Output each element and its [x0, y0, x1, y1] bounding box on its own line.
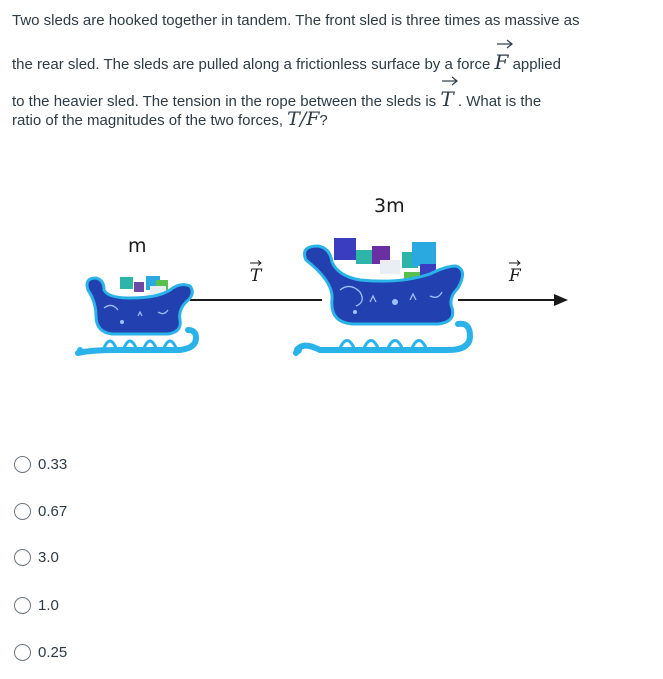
- question-line-4-pre: ratio of the magnitudes of the two forces,: [12, 112, 283, 129]
- front-sled-icon: [294, 238, 470, 354]
- answer-option[interactable]: [14, 593, 59, 617]
- sleds-figure: [0, 190, 663, 380]
- radio-button[interactable]: [14, 549, 31, 566]
- tension-vector-T: [440, 87, 453, 111]
- force-label: [509, 266, 521, 286]
- answer-option[interactable]: [14, 640, 67, 664]
- radio-button[interactable]: [14, 503, 31, 520]
- force-vector-F-letter: F: [494, 50, 509, 74]
- question-line-3-post: . What is the: [457, 93, 542, 110]
- vector-arrow-icon: [441, 76, 459, 86]
- force-vector-F: [495, 50, 509, 74]
- vector-arrow-icon: [250, 260, 262, 266]
- vector-arrow-icon: [496, 39, 514, 49]
- sleds-diagram: [0, 190, 663, 380]
- question-line-1: Two sleds are hooked together in tandem. The front sled is three times as massive as: [12, 12, 580, 29]
- radio-button[interactable]: [14, 644, 31, 661]
- vector-arrow-icon: [509, 260, 521, 266]
- question-line-2-pre: the rear sled. The sleds are pulled along a frictionless surface by a force: [12, 56, 491, 73]
- front-sled-mass-label: 3m: [374, 195, 405, 217]
- question-line-4-post: ?: [319, 112, 328, 129]
- answer-option[interactable]: [14, 545, 59, 569]
- force-label-letter: F: [509, 266, 521, 286]
- force-arrow: [458, 294, 568, 306]
- answer-option-label: 0.67: [38, 502, 68, 520]
- answer-option-label: 0.25: [38, 643, 68, 661]
- question-line-2: [12, 50, 561, 74]
- question-line-2-post: applied: [512, 56, 561, 73]
- answer-option[interactable]: [14, 452, 67, 476]
- ratio-expression: T/F: [287, 108, 320, 130]
- answer-option-label: 3.0: [38, 548, 59, 566]
- radio-button[interactable]: [14, 597, 31, 614]
- radio-button[interactable]: [14, 456, 31, 473]
- tension-vector-T-letter: T: [440, 87, 454, 111]
- rear-sled-mass-label: m: [128, 235, 147, 257]
- answer-option-label: 1.0: [38, 596, 59, 614]
- question-line-3-pre: to the heavier sled. The tension in the rope between the sleds is: [12, 93, 437, 110]
- tension-label: [250, 266, 261, 286]
- answer-option[interactable]: [14, 499, 67, 523]
- answer-option-label: 0.33: [38, 455, 68, 473]
- tension-label-letter: T: [250, 266, 262, 286]
- rear-sled-icon: [77, 276, 196, 353]
- question-line-4: [12, 108, 328, 130]
